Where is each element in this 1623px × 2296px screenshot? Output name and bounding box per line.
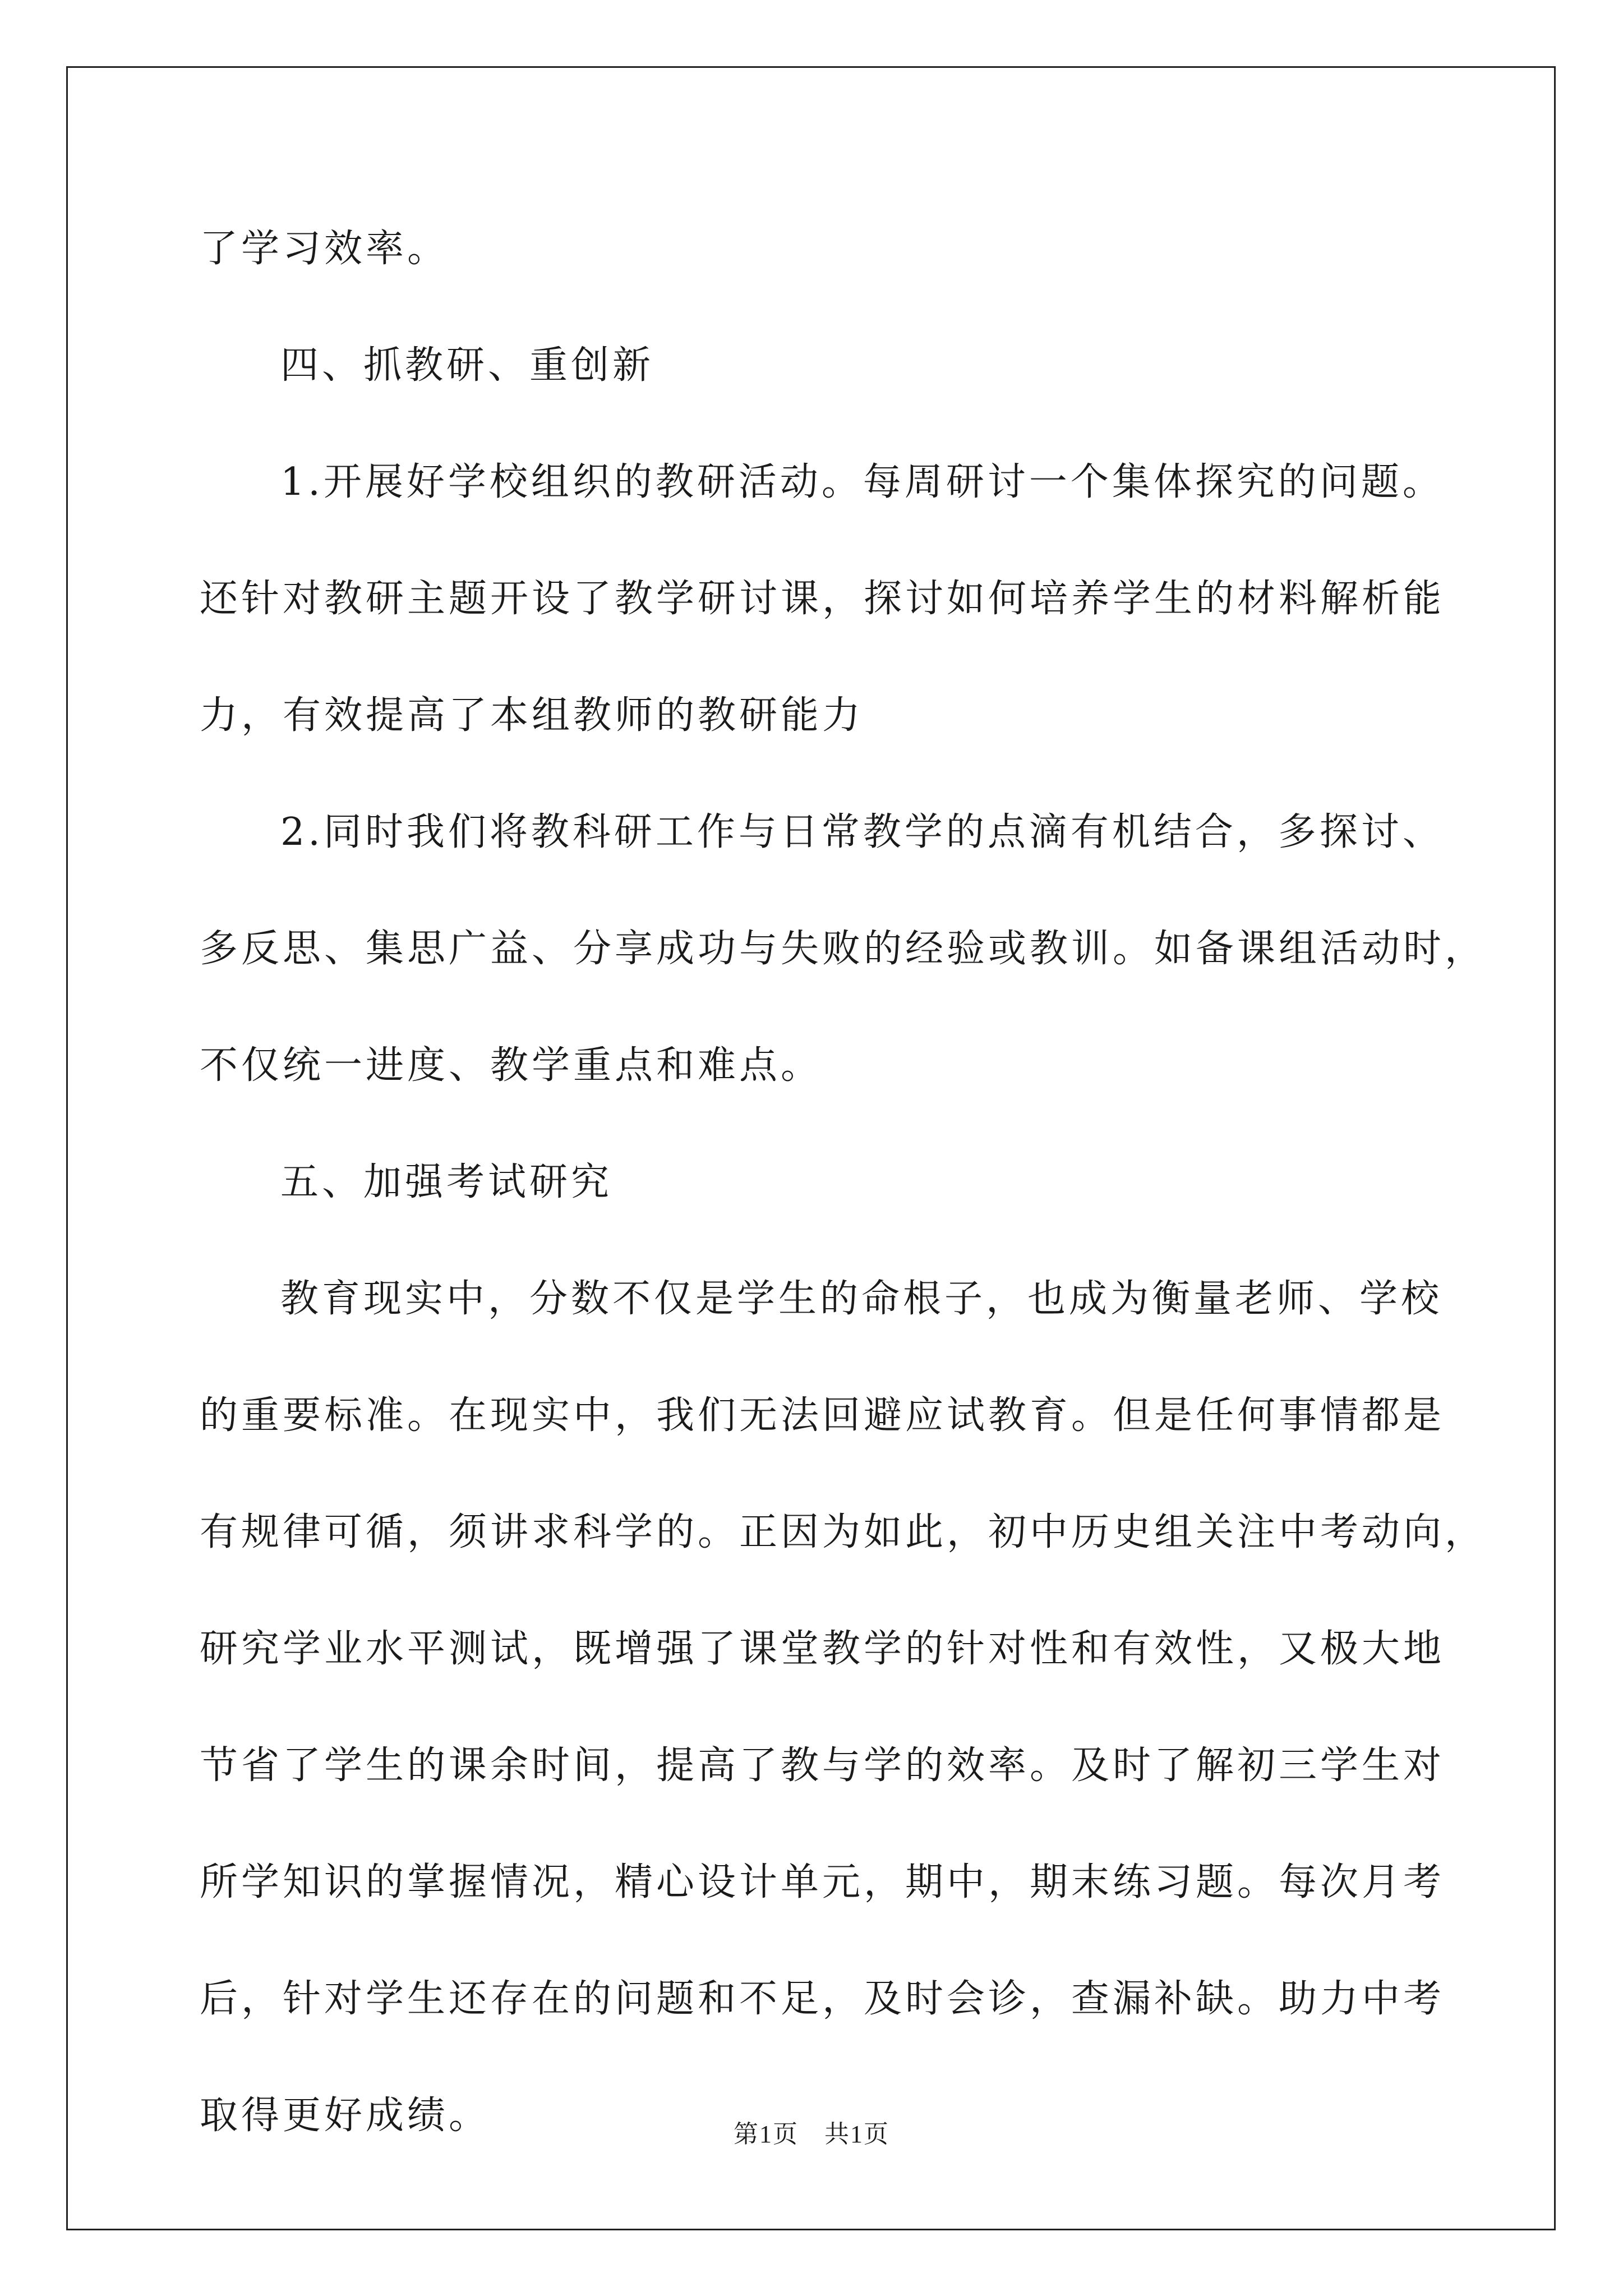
body-text-line: 取得更好成绩。 <box>200 2093 491 2138</box>
paragraph-start-line: 教育现实中，分数不仅是学生的命根子，也成为衡量老师、学校 <box>280 1277 1443 1321</box>
section-heading: 五、加强考试研究 <box>280 1160 613 1204</box>
body-text-line: 所学知识的掌握情况，精心设计单元，期中，期末练习题。每次月考 <box>200 1860 1445 1904</box>
paragraph-start-line: 2.同时我们将教科研工作与日常教学的点滴有机结合，多探讨、 <box>280 810 1444 854</box>
document-body <box>200 191 1487 2174</box>
body-text-line: 多反思、集思广益、分享成功与失败的经验或教训。如备课组活动时， <box>200 927 1487 971</box>
body-text-line: 不仅统一进度、教学重点和难点。 <box>200 1043 823 1088</box>
paragraph-start-line: 1.开展好学校组织的教研活动。每周研讨一个集体探究的问题。 <box>280 460 1444 504</box>
section-heading: 四、抓教研、重创新 <box>280 343 654 388</box>
body-text-line: 力，有效提高了本组教师的教研能力 <box>200 693 864 738</box>
body-text-line: 还针对教研主题开设了教学研讨课，探讨如何培养学生的材料解析能 <box>200 577 1445 621</box>
body-text-line: 有规律可循，须讲求科学的。正因为如此，初中历史组关注中考动向， <box>200 1510 1487 1554</box>
body-text-line: 研究学业水平测试，既增强了课堂教学的针对性和有效性，又极大地 <box>200 1627 1445 1671</box>
body-text-line: 了学习效率。 <box>200 227 449 271</box>
body-text-line: 节省了学生的课余时间，提高了教与学的效率。及时了解初三学生对 <box>200 1743 1445 1788</box>
page-number-footer: 第1页 共1页 <box>734 2120 889 2148</box>
body-text-line: 后，针对学生还存在的问题和不足，及时会诊，查漏补缺。助力中考 <box>200 1977 1445 2021</box>
body-text-line: 的重要标准。在现实中，我们无法回避应试教育。但是任何事情都是 <box>200 1393 1445 1438</box>
